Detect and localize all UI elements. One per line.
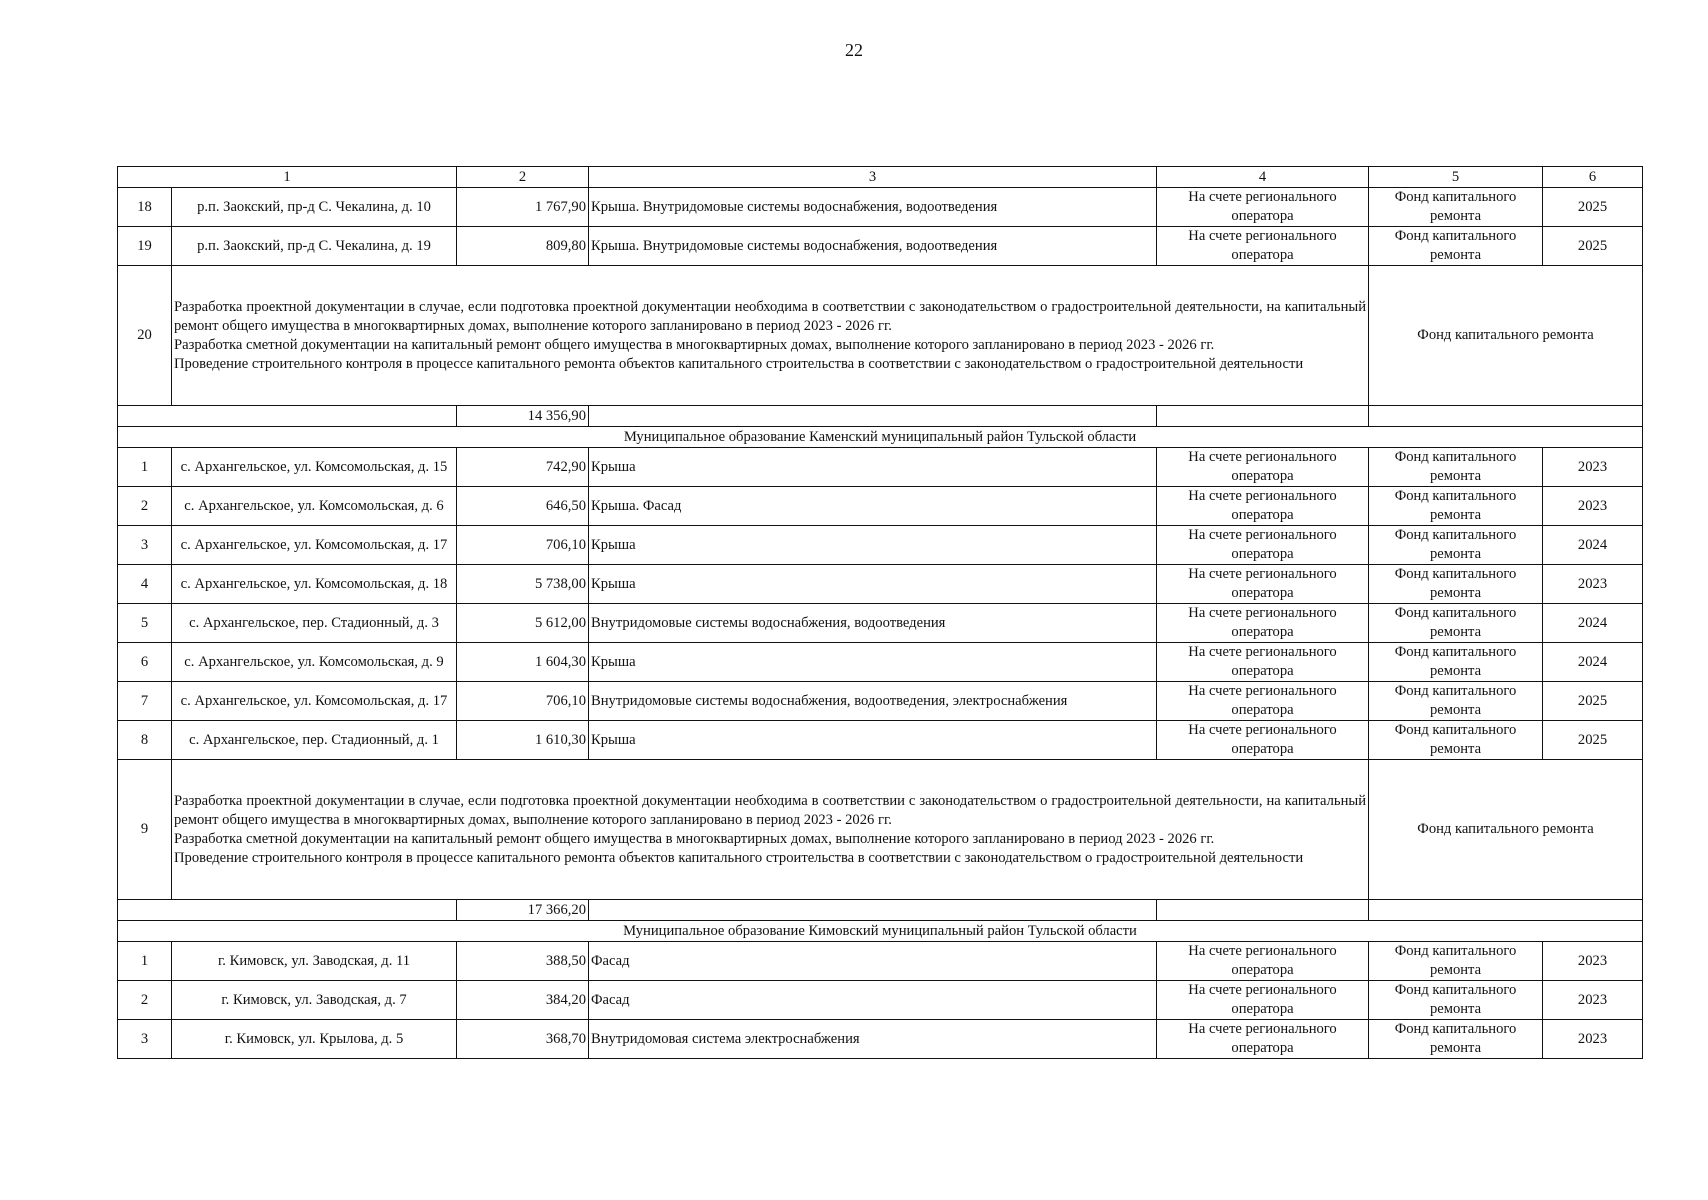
- row-account: На счете регионального оператора: [1157, 604, 1369, 643]
- row-year: 2023: [1543, 942, 1643, 981]
- row-work-type: Крыша. Фасад: [589, 487, 1157, 526]
- row-number: 9: [118, 760, 172, 900]
- row-number: 20: [118, 266, 172, 406]
- page-number: 22: [845, 40, 863, 60]
- planning-paragraph: Разработка проектной документации в случае, если подготовка проектной документации необходима в соответствии с законодательством о градостроительной деятельности, на капитальный ремонт общего имущества в многоквартирных домах, выполнение которого запланировано в период 2023 - 2026 гг.: [174, 298, 1367, 334]
- row-account: На счете регионального оператора: [1157, 487, 1369, 526]
- column-number-header: [118, 167, 1643, 188]
- row-area: 368,70: [457, 1020, 589, 1059]
- row-account: На счете регионального оператора: [1157, 526, 1369, 565]
- row-work-type: Внутридомовые системы водоснабжения, водоотведения, электроснабжения: [589, 682, 1157, 721]
- row-number: 18: [118, 188, 172, 227]
- planning-paragraph: Разработка сметной документации на капитальный ремонт общего имущества в многоквартирных домах, выполнение которого запланировано в период 2023 - 2026 гг.: [174, 830, 1215, 847]
- row-address: р.п. Заокский, пр-д С. Чекалина, д. 19: [172, 227, 457, 266]
- row-work-type: Внутридомовые системы водоснабжения, водоотведения: [589, 604, 1157, 643]
- row-area: 5 738,00: [457, 565, 589, 604]
- row-work-type: Крыша: [589, 526, 1157, 565]
- row-year: 2023: [1543, 448, 1643, 487]
- row-number: 19: [118, 227, 172, 266]
- total-label-cell: [118, 406, 457, 427]
- table-row: [118, 448, 1643, 487]
- row-number: 6: [118, 643, 172, 682]
- planning-fund: Фонд капитального ремонта: [1369, 760, 1643, 900]
- row-year: 2024: [1543, 604, 1643, 643]
- total-empty-cell: [1369, 900, 1643, 921]
- table-row: [118, 682, 1643, 721]
- row-address: с. Архангельское, ул. Комсомольская, д. 17: [172, 682, 457, 721]
- planning-paragraph: Разработка проектной документации в случае, если подготовка проектной документации необходима в соответствии с законодательством о градостроительной деятельности, на капитальный ремонт общего имущества в многоквартирных домах, выполнение которого запланировано в период 2023 - 2026 гг.: [174, 792, 1367, 828]
- header-col-1: 1: [118, 167, 457, 188]
- row-address: с. Архангельское, ул. Комсомольская, д. 6: [172, 487, 457, 526]
- row-number: 2: [118, 487, 172, 526]
- row-account: На счете регионального оператора: [1157, 1020, 1369, 1059]
- table-row: [118, 643, 1643, 682]
- row-account: На счете регионального оператора: [1157, 721, 1369, 760]
- row-year: 2023: [1543, 565, 1643, 604]
- row-number: 5: [118, 604, 172, 643]
- row-year: 2025: [1543, 188, 1643, 227]
- row-area: 742,90: [457, 448, 589, 487]
- planning-paragraph: Проведение строительного контроля в процессе капитального ремонта объектов капитального строительства в соответствии с законодательством о градостроительной деятельности: [174, 849, 1304, 866]
- row-number: 7: [118, 682, 172, 721]
- row-fund: Фонд капитального ремонта: [1369, 448, 1543, 487]
- planning-row: [118, 266, 1643, 406]
- row-address: с. Архангельское, ул. Комсомольская, д. 18: [172, 565, 457, 604]
- table-row: [118, 188, 1643, 227]
- row-number: 1: [118, 448, 172, 487]
- row-address: с. Архангельское, ул. Комсомольская, д. 9: [172, 643, 457, 682]
- header-col-6: 6: [1543, 167, 1643, 188]
- row-address: г. Кимовск, ул. Заводская, д. 11: [172, 942, 457, 981]
- row-fund: Фонд капитального ремонта: [1369, 981, 1543, 1020]
- row-account: На счете регионального оператора: [1157, 682, 1369, 721]
- row-work-type: Внутридомовая система электроснабжения: [589, 1020, 1157, 1059]
- total-empty-cell: [589, 406, 1157, 427]
- row-fund: Фонд капитального ремонта: [1369, 227, 1543, 266]
- row-fund: Фонд капитального ремонта: [1369, 188, 1543, 227]
- table-row: [118, 565, 1643, 604]
- row-account: На счете регионального оператора: [1157, 188, 1369, 227]
- row-area: 384,20: [457, 981, 589, 1020]
- row-address: с. Архангельское, ул. Комсомольская, д. 17: [172, 526, 457, 565]
- row-area: 1 604,30: [457, 643, 589, 682]
- total-label-cell: [118, 900, 457, 921]
- planning-fund: Фонд капитального ремонта: [1369, 266, 1643, 406]
- row-work-type: Фасад: [589, 942, 1157, 981]
- row-number: 1: [118, 942, 172, 981]
- row-fund: Фонд капитального ремонта: [1369, 682, 1543, 721]
- row-work-type: Крыша: [589, 565, 1157, 604]
- municipality-title: Муниципальное образование Кимовский муниципальный район Тульской области: [118, 921, 1643, 942]
- row-fund: Фонд капитального ремонта: [1369, 604, 1543, 643]
- row-address: с. Архангельское, ул. Комсомольская, д. 15: [172, 448, 457, 487]
- table-row: [118, 981, 1643, 1020]
- row-fund: Фонд капитального ремонта: [1369, 942, 1543, 981]
- row-area: 706,10: [457, 682, 589, 721]
- table-row: [118, 487, 1643, 526]
- row-year: 2024: [1543, 643, 1643, 682]
- row-number: 4: [118, 565, 172, 604]
- row-number: 3: [118, 526, 172, 565]
- row-fund: Фонд капитального ремонта: [1369, 526, 1543, 565]
- planning-paragraph: Разработка сметной документации на капитальный ремонт общего имущества в многоквартирных домах, выполнение которого запланировано в период 2023 - 2026 гг.: [174, 336, 1215, 353]
- section-total: 14 356,90: [457, 406, 589, 427]
- row-area: 1 610,30: [457, 721, 589, 760]
- planning-paragraph: Проведение строительного контроля в процессе капитального ремонта объектов капитального строительства в соответствии с законодательством о градостроительной деятельности: [174, 355, 1304, 372]
- row-area: 1 767,90: [457, 188, 589, 227]
- table-row: [118, 526, 1643, 565]
- row-year: 2023: [1543, 981, 1643, 1020]
- row-number: 8: [118, 721, 172, 760]
- table-row: [118, 604, 1643, 643]
- row-work-type: Крыша. Внутридомовые системы водоснабжения, водоотведения: [589, 188, 1157, 227]
- table-row: [118, 1020, 1643, 1059]
- row-year: 2025: [1543, 721, 1643, 760]
- header-col-2: 2: [457, 167, 589, 188]
- row-work-type: Крыша: [589, 643, 1157, 682]
- row-account: На счете регионального оператора: [1157, 448, 1369, 487]
- header-col-5: 5: [1369, 167, 1543, 188]
- row-account: На счете регионального оператора: [1157, 565, 1369, 604]
- total-empty-cell: [1157, 406, 1369, 427]
- section-total-row: [118, 406, 1643, 427]
- row-area: 809,80: [457, 227, 589, 266]
- planning-description: [172, 266, 1369, 406]
- row-account: На счете регионального оператора: [1157, 942, 1369, 981]
- row-work-type: Фасад: [589, 981, 1157, 1020]
- municipality-header-row: [118, 921, 1643, 942]
- section-total-row: [118, 900, 1643, 921]
- row-year: 2023: [1543, 487, 1643, 526]
- row-fund: Фонд капитального ремонта: [1369, 643, 1543, 682]
- row-year: 2023: [1543, 1020, 1643, 1059]
- row-work-type: Крыша. Внутридомовые системы водоснабжения, водоотведения: [589, 227, 1157, 266]
- municipality-title: Муниципальное образование Каменский муниципальный район Тульской области: [118, 427, 1643, 448]
- section-total: 17 366,20: [457, 900, 589, 921]
- row-account: На счете регионального оператора: [1157, 981, 1369, 1020]
- planning-row: [118, 760, 1643, 900]
- row-fund: Фонд капитального ремонта: [1369, 487, 1543, 526]
- row-address: г. Кимовск, ул. Заводская, д. 7: [172, 981, 457, 1020]
- row-year: 2025: [1543, 227, 1643, 266]
- row-area: 646,50: [457, 487, 589, 526]
- row-number: 2: [118, 981, 172, 1020]
- total-empty-cell: [589, 900, 1157, 921]
- municipality-header-row: [118, 427, 1643, 448]
- row-year: 2025: [1543, 682, 1643, 721]
- row-fund: Фонд капитального ремонта: [1369, 565, 1543, 604]
- header-col-4: 4: [1157, 167, 1369, 188]
- row-area: 388,50: [457, 942, 589, 981]
- table-row: [118, 227, 1643, 266]
- row-address: с. Архангельское, пер. Стадионный, д. 1: [172, 721, 457, 760]
- row-work-type: Крыша: [589, 448, 1157, 487]
- row-fund: Фонд капитального ремонта: [1369, 1020, 1543, 1059]
- row-fund: Фонд капитального ремонта: [1369, 721, 1543, 760]
- row-year: 2024: [1543, 526, 1643, 565]
- row-address: г. Кимовск, ул. Крылова, д. 5: [172, 1020, 457, 1059]
- row-account: На счете регионального оператора: [1157, 227, 1369, 266]
- total-empty-cell: [1369, 406, 1643, 427]
- total-empty-cell: [1157, 900, 1369, 921]
- row-area: 5 612,00: [457, 604, 589, 643]
- table-row: [118, 942, 1643, 981]
- table-row: [118, 721, 1643, 760]
- row-address: р.п. Заокский, пр-д С. Чекалина, д. 10: [172, 188, 457, 227]
- header-col-3: 3: [589, 167, 1157, 188]
- capital-repair-table: [117, 166, 1643, 1059]
- row-address: с. Архангельское, пер. Стадионный, д. 3: [172, 604, 457, 643]
- row-area: 706,10: [457, 526, 589, 565]
- row-work-type: Крыша: [589, 721, 1157, 760]
- row-account: На счете регионального оператора: [1157, 643, 1369, 682]
- row-number: 3: [118, 1020, 172, 1059]
- planning-description: [172, 760, 1369, 900]
